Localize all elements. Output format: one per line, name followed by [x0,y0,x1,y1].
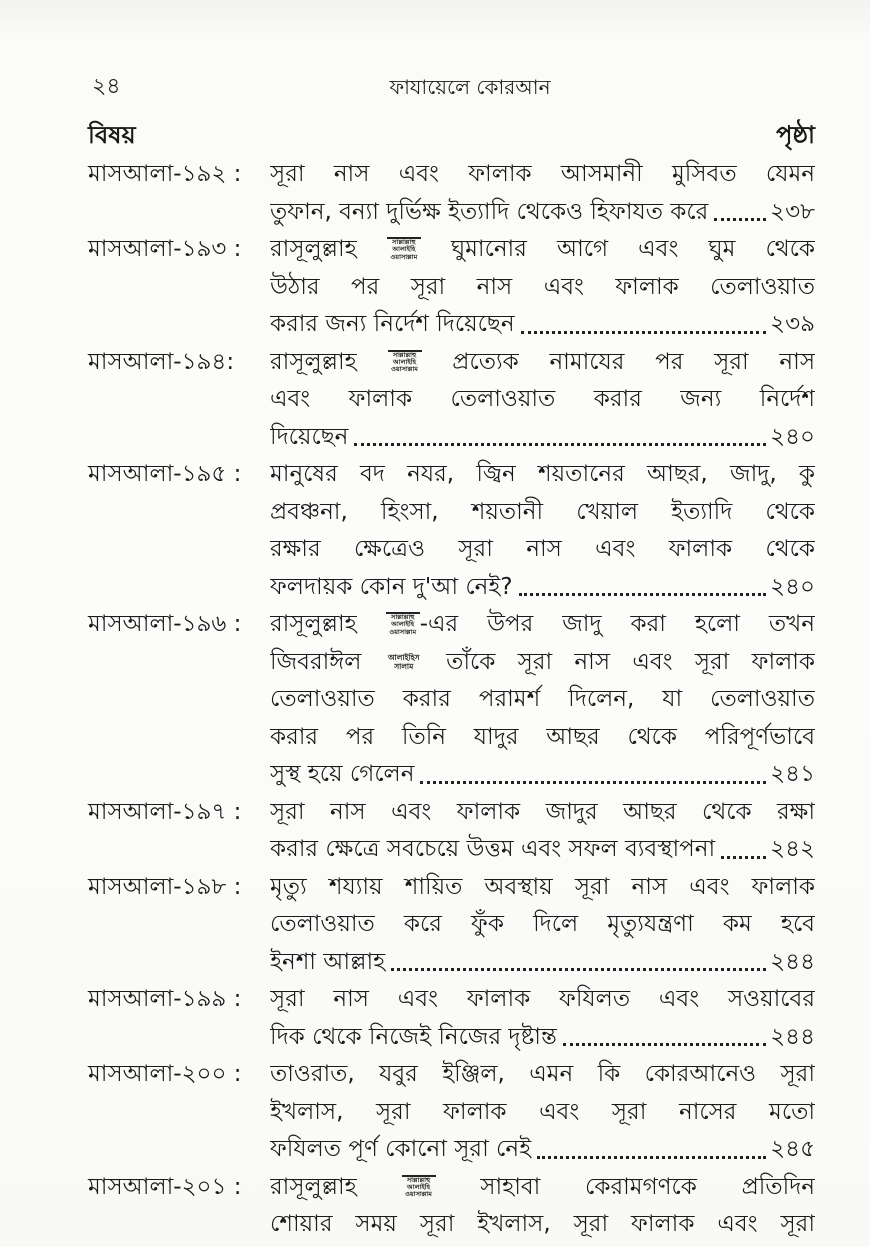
toc-entry [88,981,815,1056]
masala-number: মাসআলা-২০১ : [88,1173,242,1200]
masala-number: মাসআলা-১৯৬ : [88,611,242,637]
entry-last-line [270,194,815,232]
masala-number: মাসআলা-১৯২ : [88,161,242,187]
entry-line: উঠার পর সূরা নাস এবং ফালাক তেলাওয়াত [270,273,815,300]
line-text: প্রত্যেক নামাযের পর সূরা নাস [452,348,815,375]
stamp-text: আলাইহিস [388,652,420,662]
entry-line [270,344,815,382]
entry-line: তেলাওয়াত করে ফুঁক দিলে মৃত্যুযন্ত্রণা কম হবে [270,911,815,937]
stamp-text: সাল্লাল্লাহু [406,1175,431,1184]
dot-leader [521,330,767,334]
entry-text [270,1169,815,1244]
masala-number: মাসআলা-১৯৯ : [88,986,242,1012]
stamp-text: সাল্লাল্লাহু [392,238,416,247]
entry-text [270,344,815,457]
entry-line: ফযিলত পূর্ণ কোনো সূরা নেই [270,1136,532,1162]
stamp-text: ওয়াসাল্লাম [390,252,418,261]
entry-last-line [270,419,815,457]
toc-entry [88,794,815,869]
entry-line: তুফান, বন্যা দুর্ভিক্ষ ইত্যাদি থেকেও হিফাযত করে [270,198,709,225]
entry-line [270,644,815,682]
toc-entry [88,606,815,794]
stamp-text: আলাইহি [407,1182,430,1191]
masala-number: মাসআলা-১৯৭ : [88,798,242,825]
line-text: ঘুমানোর আগে এবং ঘুম থেকে [450,236,815,262]
entry-line [270,231,815,269]
entry-line: সূরা নাস এবং ফালাক জাদুর আছর থেকে রক্ষা [270,798,815,825]
entry-line: সূরা নাস এবং ফালাক ফযিলত এবং সওয়াবের [270,986,815,1012]
entry-line: সুস্থ হয়ে গেলেন [270,761,415,787]
alaihis-salam-stamp [384,653,424,671]
dot-leader [354,442,766,446]
stamp-text: ওয়াসাল্লাম [391,365,418,374]
line-text: -এর উপর জাদু করা হলো তখন [419,611,815,637]
stamp-text: আলাইহি [391,620,415,629]
entry-last-line [270,1019,815,1057]
entry-text [270,869,815,982]
toc-entry [88,231,815,344]
entry-line: ইনশা আল্লাহ [270,948,386,975]
entry-line: তাওরাত, যবুর ইঞ্জিল, এমন কি কোরআনেও সূরা [270,1061,815,1087]
entry-last-line [270,944,815,982]
page-number: ২৪০ [770,423,815,450]
entry-text [270,794,815,869]
folio-page-number: ২৪ [92,74,121,99]
line-text: জিবরাঈল [270,648,362,675]
page-number: ২৩৮ [770,198,815,225]
entry-last-line [270,306,815,344]
masala-number: মাসআলা-১৯৩ : [88,236,242,262]
entry-line: করার পর তিনি যাদুর আছর থেকে পরিপূর্ণভাবে [270,723,815,750]
stamp-text: ওয়াসাল্লাম [389,627,417,636]
masala-number: মাসআলা-১৯৪: [88,348,235,375]
entry-line: তেলাওয়াত করার পরামর্শ দিলেন, যা তেলাওয়াত [270,686,815,712]
entry-line: করার জন্য নির্দেশ দিয়েছেন [270,311,515,337]
entry-line: ইখলাস, সূরা ফালাক এবং সূরা নাসের মতো [270,1098,815,1125]
entry-line: মৃত্যু শয্যায় শায়িত অবস্থায় সূরা নাস এবং ফালাক [270,873,815,900]
entry-line: দিক থেকে নিজেই নিজের দৃষ্টান্ত [270,1023,557,1050]
entry-line: রক্ষার ক্ষেত্রেও সূরা নাস এবং ফালাক থেকে [270,536,815,562]
entry-line: এবং ফালাক তেলাওয়াত করার জন্য নির্দেশ [270,386,815,412]
toc-entry [88,1056,815,1169]
dot-leader [563,1042,766,1046]
toc-entry [88,1169,815,1244]
dot-leader [714,217,766,221]
page-number: ২৪১ [770,761,815,787]
toc-entry [88,344,815,457]
salawat-stamp [386,612,420,636]
masala-number: মাসআলা-২০০ : [88,1061,242,1087]
line-text: সাহাবা কেরামগণকে প্রতিদিন [480,1173,815,1200]
subject-column-heading: বিষয় [88,121,136,149]
entry-line: ফলদায়ক কোন দু'আ নেই? [270,573,513,600]
line-text: রাসূলুল্লাহ [270,348,357,375]
entry-line: শোয়ার সময় সূরা ইখলাস, সূরা ফালাক এবং সূরা [270,1211,815,1237]
stamp-text: আলাইহি [393,357,417,366]
entry-last-line [270,831,815,869]
line-text: তাঁকে সূরা নাস এবং সূরা ফালাক [446,648,815,675]
page-number: ২৩৯ [770,311,815,337]
masala-number: মাসআলা-১৯৮ : [88,873,242,900]
dot-leader [519,592,767,596]
salawat-stamp [388,350,422,374]
entry-last-line [270,756,815,794]
table-of-contents [88,156,815,1244]
entry-line [270,1169,815,1207]
entry-line: করার ক্ষেত্রে সবচেয়ে উত্তম এবং সফল ব্যবস্থাপনা [270,836,716,862]
toc-column-headers [88,116,815,154]
entry-last-line [270,1131,815,1169]
entry-line: মানুষের বদ নযর, জ্বিন শয়তানের আছর, জাদু, কু [270,461,815,487]
stamp-text: ওয়াসাল্লাম [405,1190,432,1199]
line-text: রাসূলুল্লাহ [270,1173,357,1200]
entry-text [270,231,815,344]
stamp-text: সাল্লাল্লাহু [392,350,417,359]
masala-number: মাসআলা-১৯৫ : [88,461,242,487]
entry-text [270,456,815,606]
page-number: ২৪২ [770,836,815,862]
toc-entry [88,869,815,982]
dot-leader [420,780,766,784]
book-title: ফাযায়েলে কোরআন [389,75,551,99]
salawat-stamp [387,237,421,261]
page-number: ২৪৪ [770,948,815,975]
entry-line [270,606,815,644]
entry-text [270,606,815,794]
stamp-text: সাল্লাল্লাহু [391,613,415,622]
toc-entry [88,456,815,606]
entry-text [270,156,815,231]
page-number: ২৪৪ [770,1023,815,1050]
page-number: ২৪০ [770,573,815,600]
line-text: রাসূলুল্লাহ [270,236,357,262]
entry-line: দিয়েছেন [270,423,349,450]
line-text: রাসূলুল্লাহ [270,611,357,637]
entry-line: প্রবঞ্চনা, হিংসা, শয়তানী খেয়াল ইত্যাদি থেকে [270,498,815,525]
toc-entry [88,156,815,231]
dot-leader [537,1155,766,1159]
page-column-heading: পৃষ্ঠা [776,121,815,149]
running-head [88,68,815,106]
page-number: ২৪৫ [770,1136,815,1162]
salawat-stamp [402,1175,436,1199]
entry-line: সূরা নাস এবং ফালাক আসমানী মুসিবত যেমন [270,161,815,187]
entry-text [270,1056,815,1169]
entry-last-line [270,569,815,607]
dot-leader [721,855,766,859]
entry-text [270,981,815,1056]
stamp-text: আলাইহি [392,245,416,254]
stamp-text: সালাম [394,661,414,671]
dot-leader [391,967,766,971]
